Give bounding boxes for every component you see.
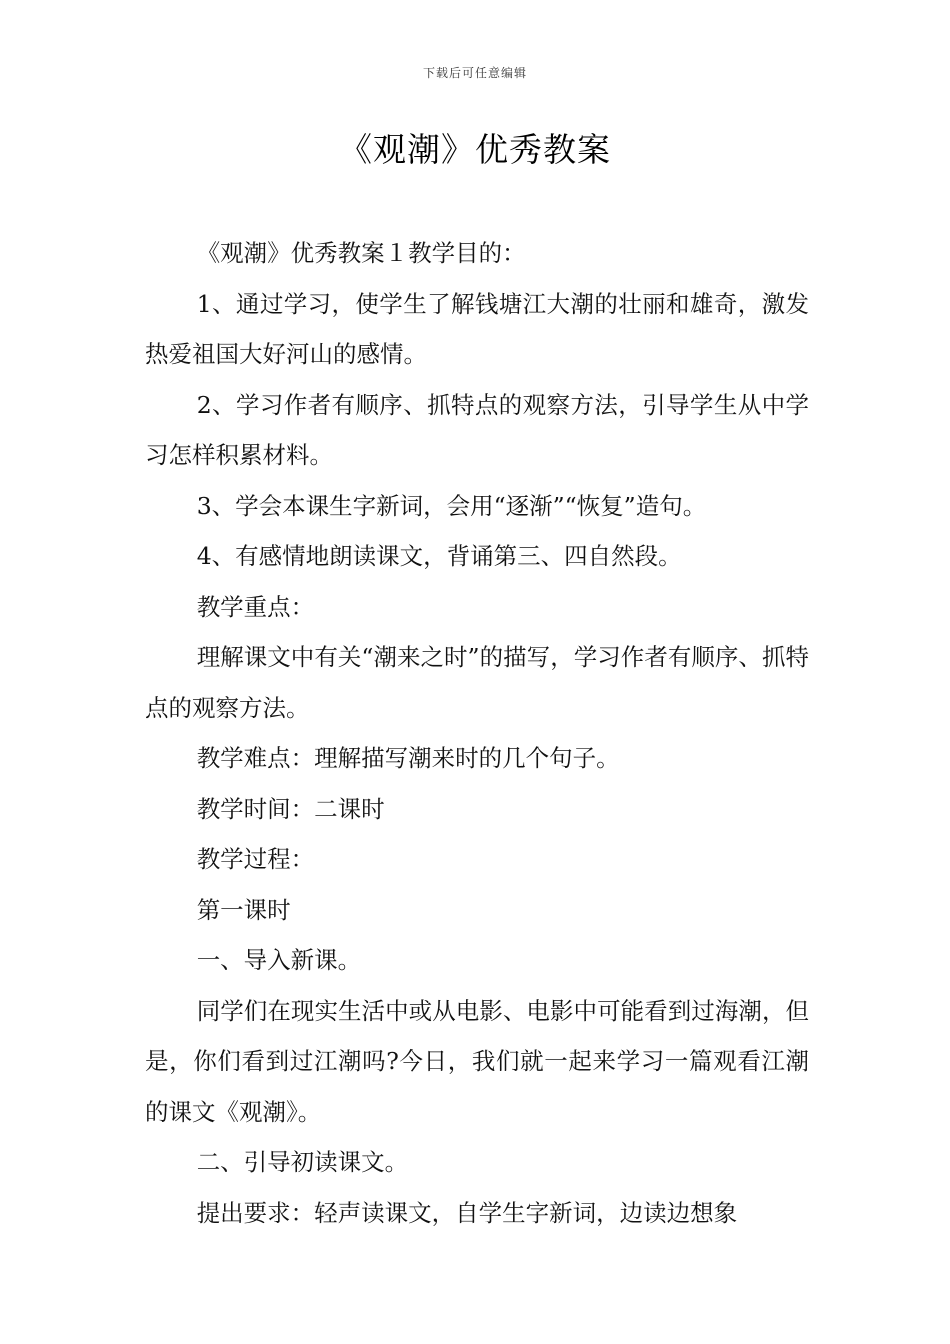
paragraph-requirements: 提出要求：轻声读课文，自学生字新词，边读边想象 [196,1198,738,1227]
paragraph-process-heading: 教学过程： [196,845,315,873]
paragraph-key-points-heading: 教学重点： [196,592,315,621]
document-title: 《观潮》优秀教案 [339,130,611,169]
paragraph-step-one: 一、导入新课。 [196,946,362,974]
paragraph-objective-2: 2、学习作者有顺序、抓特点的观察方法，引导学生从中学习怎样积累材料。 [145,390,809,469]
paragraph-time: 教学时间：二课时 [196,794,385,823]
paragraph-objective-3: 3、学会本课生字新词，会用“逐渐”“恢复”造句。 [196,491,707,520]
paragraph-difficulty: 教学难点：理解描写潮来时的几个句子。 [196,744,620,772]
paragraph-intro-text: 同学们在现实生活中或从电影、电影中可能看到过海潮，但是，你们看到过江潮吗?今日，我们就一起来学习一篇观看江潮的课文《观潮》。 [145,996,809,1126]
document-body [145,228,809,1238]
paragraph-lesson-one: 第一课时 [196,895,291,924]
paragraph-step-two: 二、引导初读课文。 [196,1148,409,1176]
paragraph-objectives-heading: 《观潮》优秀教案１教学目的： [196,239,526,267]
paragraph-key-points: 理解课文中有关“潮来之时”的描写，学习作者有顺序、抓特点的观察方法。 [145,643,809,722]
paragraph-objective-4: 4、有感情地朗读课文，背诵第三、四自然段。 [196,542,682,570]
paragraph-objective-1: 1、通过学习，使学生了解钱塘江大潮的壮丽和雄奇，激发热爱祖国大好河山的感情。 [145,289,809,368]
header-note: 下载后可任意编辑 [422,66,527,80]
